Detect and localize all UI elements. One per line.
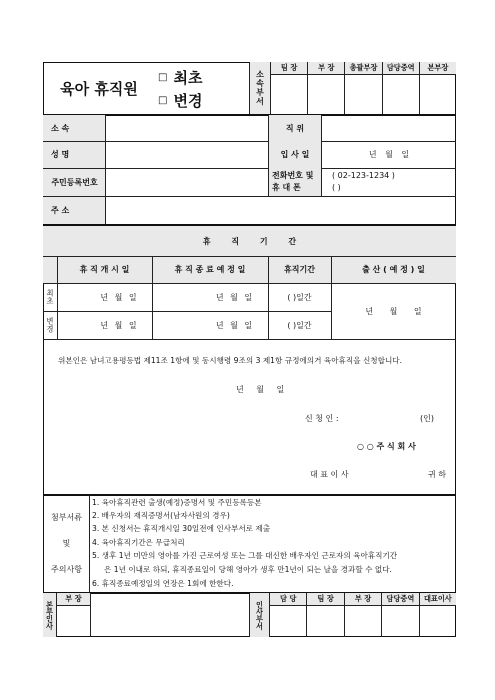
col-period-header: 휴직기간 [284,265,315,274]
hire-date-value[interactable]: 년 월 일 [368,150,410,159]
dept-field-label: 소 속 [51,123,70,133]
footer-approval-dept: 부 장 [345,593,382,605]
option-change-label: 변경 [173,91,203,110]
note-item: 2. 배우자의 재직증명서(남자사원의 경우) [92,511,230,520]
option-change[interactable] [158,90,244,110]
footer-sign-staff[interactable] [270,606,307,637]
notes-label-1: 첨부서류 [51,513,82,522]
leave-section-title: 휴 직 기 간 [43,224,456,256]
footer-dept-label: 본부인사 [43,593,57,637]
notes-label-3: 주의사항 [51,565,82,574]
note-item: 은 1년 이내로 하되, 휴직종료일이 당해 영아가 생후 만1년이 되는 날을 경과할 수 없다. [104,565,392,574]
dept-label-text: 소속부서 [255,70,265,106]
divider [57,256,58,339]
resident-no-label: 주민등록번호 [51,177,98,187]
company-name: ○ ○ 주 식 회 사 [357,442,416,451]
footer-approval-ceo: 대표이사 [423,594,452,603]
change-start-date[interactable]: 년 월 일 [100,320,137,330]
footer-head-sign[interactable] [57,606,91,637]
option-first[interactable] [158,67,244,87]
hire-date-label: 입 사 일 [280,150,310,159]
footer-head-label: 부 장 [57,593,91,606]
ceo-label: 대 표 이 사 [310,470,349,479]
dept-label-cell [249,62,270,114]
approval-header-general: 총괄부장 [345,62,382,74]
note-item: 6. 휴직종료예정일의 연장은 1회에 한한다. [92,579,234,588]
sign-box-dept[interactable] [308,75,345,114]
applicant-label: 신 청 인 : [305,414,339,423]
divider [152,256,153,339]
change-period[interactable]: ( )일간 [287,320,312,330]
name-field-label: 성 명 [51,150,70,159]
seal-mark[interactable]: (인) [420,414,434,423]
footer-sign-team[interactable] [307,606,344,637]
notes-label-2: 및 [62,539,71,548]
divider [43,339,456,340]
address-label: 주 소 [51,205,70,215]
position-field-label: 직 위 [285,123,305,133]
birth-date[interactable]: 년 월 일 [365,306,422,316]
statement-text: 위본인은 남녀고용평등법 제11조 1항에 및 동시행령 9조의 3 제1항 규정에의거 육아휴직을 신청합니다. [58,356,403,365]
note-item: 3. 본 신청서는 휴직개시일 30일전에 인사부서로 제출 [92,524,271,533]
sign-box-exec[interactable] [383,75,420,114]
checkbox-change[interactable]: □ [158,94,168,106]
statement-date[interactable]: 년 월 일 [236,385,285,394]
approval-header-team: 팀 장 [271,62,308,74]
first-period[interactable]: ( )일간 [287,292,312,302]
phone-label-line1: 전화번호 및 [272,171,314,180]
approval-header-exec: 담당중역 [383,62,420,74]
phone-label-line2: 휴 대 폰 [272,183,301,192]
approval-sign-row [270,75,456,114]
col-birth-header: 출 산 ( 예 정 ) 일 [362,265,425,274]
first-end-date[interactable]: 년 월 일 [215,292,253,302]
approval-header-dept: 부 장 [308,62,345,74]
phone-value[interactable]: ( 02-123-1234 ) [332,171,395,180]
checkbox-first[interactable]: □ [158,71,168,83]
approval-header-row [270,62,456,75]
divider [43,494,456,496]
change-end-date[interactable]: 년 월 일 [215,320,253,330]
address-input[interactable] [106,196,456,224]
row-change-label: 변경 [46,316,55,334]
footer-approval-staff: 담 당 [270,593,307,605]
footer-sign-ceo[interactable] [420,606,456,637]
footer-approval-exec: 담당중역 [382,593,419,605]
footer-sign-dept[interactable] [345,606,382,637]
mobile-value[interactable]: ( ) [332,183,341,192]
form-title: 육아 휴직원 [60,79,138,98]
sign-box-general[interactable] [345,75,382,114]
footer-approval-team: 팀 장 [307,593,344,605]
honorific: 귀 하 [428,470,446,479]
sign-box-team[interactable] [271,75,308,114]
footer-hr-label: 인사부서 [249,593,270,637]
phone-label [268,170,322,196]
col-start-header: 휴 직 개 시 일 [79,265,130,274]
col-end-header: 휴 직 종 료 예 정 일 [174,265,246,274]
first-start-date[interactable]: 년 월 일 [100,292,137,302]
footer-sign-row [270,606,456,637]
note-item: 5. 생후 1년 미만의 영아를 가진 근로여성 또는 그를 대신한 배우자인 근로자의 육아휴직기간 [92,551,398,560]
note-item: 1. 육아휴직관련 출생(예정)증명서 및 주민등록등본 [92,498,262,507]
sign-box-hq[interactable] [420,75,456,114]
footer-sign-exec[interactable] [382,606,419,637]
phone-values[interactable] [332,170,452,194]
footer-approval-header [270,593,456,606]
row-first-label: 최초 [46,288,55,306]
approval-header-hq: 본부장 [427,63,449,72]
note-item: 4. 육아휴직기간은 무급처리 [92,538,185,547]
option-first-label: 최초 [173,68,203,87]
